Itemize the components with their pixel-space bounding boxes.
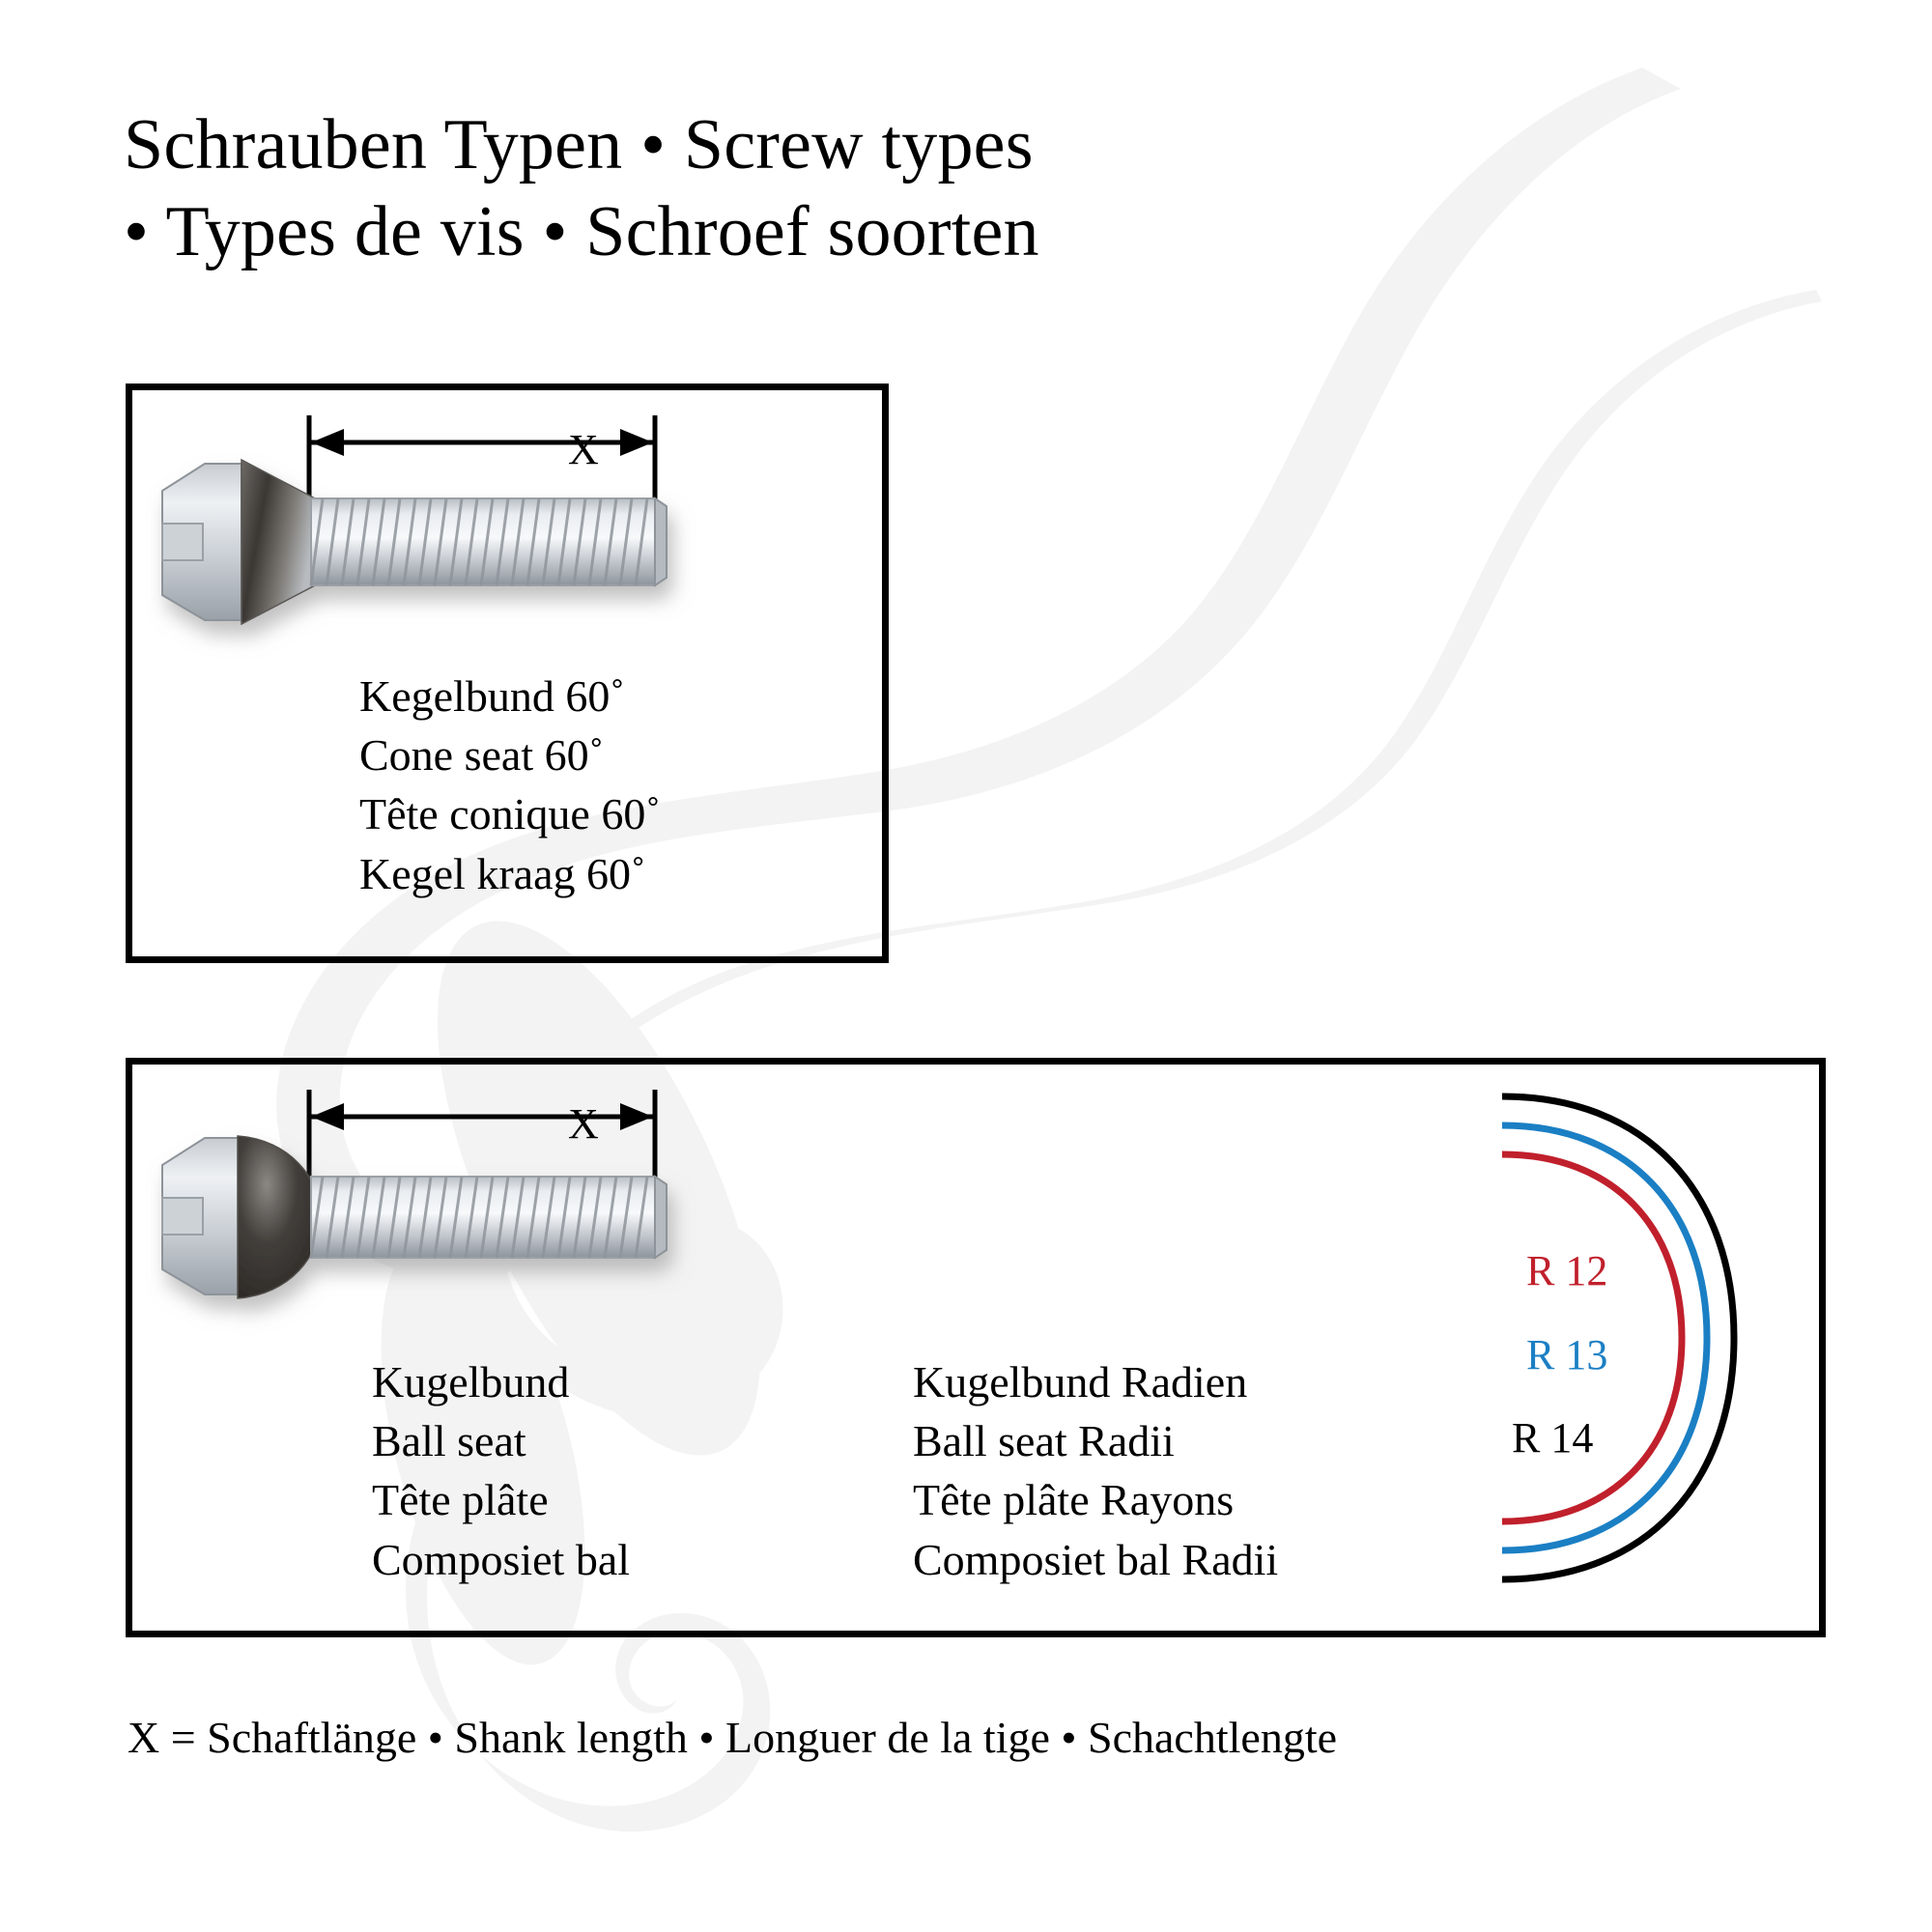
ball-seat-captions-left — [372, 1352, 630, 1589]
cone-seat-caption-fr: Tête conique 60˚ — [359, 789, 661, 839]
cone-seat-caption-en: Cone seat 60˚ — [359, 730, 604, 781]
dimension-line-x — [309, 1090, 655, 1184]
radius-label-r13: R 13 — [1526, 1331, 1608, 1378]
ball-seat-caption-de: Kugelbund — [372, 1357, 570, 1406]
dimension-label-x-ball: X — [568, 1100, 599, 1148]
radius-label-r12: R 12 — [1526, 1247, 1608, 1294]
cone-seat-captions — [359, 667, 661, 903]
cone-seat-caption-de: Kegelbund 60˚ — [359, 671, 625, 721]
page-title-line-2: • Types de vis • Schroef soorten — [124, 192, 1039, 272]
ball-seat-radii-caption-de: Kugelbund Radien — [913, 1357, 1248, 1406]
ball-seat-bolt-illustration — [145, 1080, 879, 1389]
ball-seat-captions-right — [913, 1352, 1278, 1589]
footnote-shank-length: X = Schaftlänge • Shank length • Longuer de la tige • Schachtlengte — [128, 1713, 1338, 1762]
ball-seat-radii-caption-nl: Composiet bal Radii — [913, 1534, 1279, 1584]
ball-seat-caption-fr: Tête plâte — [372, 1475, 549, 1525]
ball-seat-caption-en: Ball seat — [372, 1416, 526, 1466]
page-title-line-1: Schrauben Typen • Screw types — [124, 105, 1034, 185]
dimension-line-x — [309, 415, 655, 510]
ball-seat-caption-nl: Composiet bal — [372, 1534, 631, 1584]
radius-label-r14: R 14 — [1512, 1414, 1594, 1462]
page-title — [124, 101, 1573, 276]
cone-seat-caption-nl: Kegel kraag 60˚ — [359, 848, 646, 898]
ball-seat-radii-caption-fr: Tête plâte Rayons — [913, 1475, 1235, 1525]
ball-seat-radii-caption-en: Ball seat Radii — [913, 1416, 1175, 1466]
dimension-label-x-cone: X — [568, 426, 599, 473]
